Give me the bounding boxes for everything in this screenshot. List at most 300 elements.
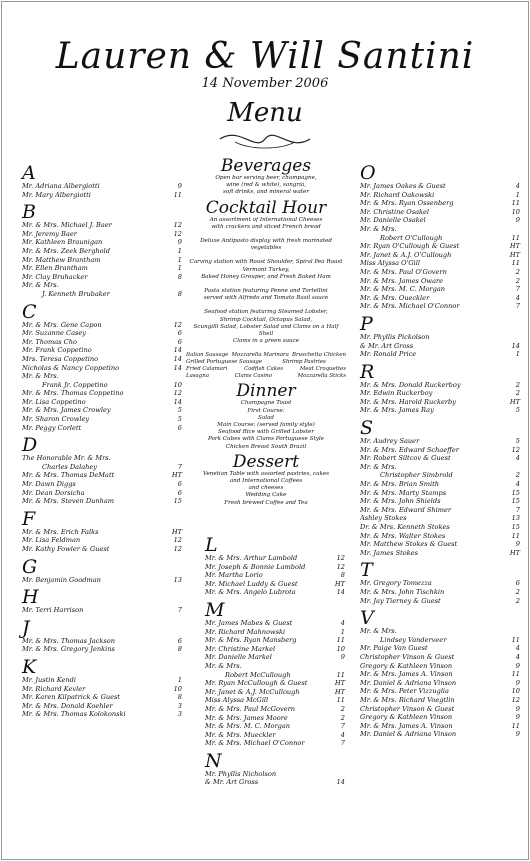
- guest-row: [360, 532, 520, 541]
- guest-row: [22, 221, 182, 230]
- guest-name: Mr. & Mrs. Thomas DeMatt: [22, 471, 115, 480]
- table-number: 4: [340, 730, 345, 739]
- guest-row: [22, 338, 182, 347]
- guest-row: [205, 679, 345, 688]
- guest-name: Mr. Danielle Osakel: [360, 216, 426, 225]
- guest-row: [360, 597, 520, 606]
- guest-row: [360, 713, 520, 722]
- section-letter: J: [22, 616, 30, 639]
- flourish-ornament: [215, 124, 315, 154]
- guest-name: Mr. James Mabes & Guest: [205, 618, 293, 627]
- menu-line: Chicken Breast South Brazil: [225, 443, 307, 450]
- guest-name: Mr. Lisa Coppetino: [22, 397, 86, 406]
- guest-name: Mr. Janet & A.J. O'Cullough: [360, 250, 452, 259]
- table-number: 11: [511, 721, 520, 730]
- guest-row: [22, 364, 182, 373]
- guest-name: Frank Jr. Coppetino: [42, 380, 108, 389]
- guest-row: [22, 415, 182, 424]
- guest-row: [22, 637, 182, 646]
- section-title: Beverages: [220, 156, 312, 176]
- guest-row: [360, 234, 520, 243]
- table-number: 4: [340, 618, 345, 627]
- guest-row: [22, 355, 182, 364]
- menu-line: Open bar serving beer, champagne,: [215, 175, 317, 181]
- table-number: 11: [336, 696, 345, 705]
- table-number: 11: [173, 190, 182, 199]
- guest-name: & Mr. Art Gross: [205, 778, 259, 787]
- table-number: 12: [173, 320, 182, 329]
- section-letter: D: [22, 434, 38, 457]
- guest-name: Mr. & Mrs. Harold Ruckerby: [360, 397, 456, 406]
- guest-row: [22, 182, 182, 191]
- guest-row: [360, 302, 520, 311]
- guest-row: [205, 688, 345, 697]
- guest-name: Mr. Martha Lorio: [205, 571, 263, 580]
- guest-name: Mr. Ryan McCullough & Guest: [205, 679, 308, 688]
- guest-name: Mr. & Mrs. Edward Shimer: [360, 505, 452, 514]
- table-number: 11: [511, 259, 520, 268]
- table-number: 9: [515, 216, 520, 225]
- guest-row: [360, 497, 520, 506]
- guest-name: Gregory & Kathleen Vinson: [360, 713, 453, 722]
- guest-row: [205, 696, 345, 705]
- section-letter: A: [22, 162, 36, 184]
- guest-name: Miss Alyssa O'Gill: [360, 259, 420, 268]
- table-number: HT: [171, 527, 182, 536]
- guest-row: [22, 398, 182, 407]
- table-number: 8: [340, 571, 345, 580]
- guest-name: Christopher Vinson & Guest: [360, 704, 455, 713]
- guest-name: Mr. & Mrs. Donald Koehler: [22, 701, 113, 710]
- spacer: [186, 252, 346, 259]
- guest-row: [205, 778, 345, 787]
- table-number: 11: [511, 635, 520, 644]
- section-letter: T: [360, 559, 373, 582]
- guest-name: Mr. & Mrs. Gregory Jenkins: [22, 645, 115, 654]
- table-number: HT: [509, 250, 520, 259]
- guest-row: [360, 398, 520, 407]
- table-number: 11: [336, 636, 345, 645]
- guest-row: [360, 549, 520, 558]
- guest-row: [205, 770, 345, 779]
- table-number: 4: [515, 644, 520, 653]
- guest-name: Mr. & Mrs. Marty Stamps: [360, 488, 447, 497]
- guest-row: [22, 471, 182, 480]
- table-number: 10: [336, 644, 345, 653]
- guest-row: [205, 588, 345, 597]
- guest-name: Mr. Joseph & Bonnie Lambold: [205, 562, 306, 571]
- table-number: 2: [515, 587, 520, 596]
- table-number: 2: [340, 713, 345, 722]
- table-number: 11: [511, 531, 520, 540]
- table-number: 14: [173, 354, 182, 363]
- guest-row: [205, 662, 345, 671]
- guest-name: Mr. Terri Harrison: [22, 606, 84, 615]
- table-number: [517, 627, 520, 636]
- guest-name: Mr. Gregory Tomezza: [360, 579, 432, 588]
- table-number: 12: [173, 545, 182, 553]
- table-number: 10: [173, 380, 182, 389]
- guest-name: Mr. Matthew Stokes & Guest: [360, 540, 458, 549]
- section-letter: R: [360, 360, 375, 383]
- guest-name: Mr. Richard Mahnowski: [205, 627, 286, 636]
- guest-name: Mr. & Mrs. Angelo Lubrota: [205, 588, 296, 597]
- guest-row: [360, 627, 520, 636]
- guest-name: Mr. & Mrs. John Tischkin: [360, 587, 445, 596]
- section-title: Cocktail Hour: [205, 197, 327, 218]
- section-letter: V: [360, 607, 374, 630]
- guest-name: Mr. & Mrs. Arthur Lambold: [205, 554, 298, 562]
- guest-name: Mr. Danielle Markel: [205, 653, 272, 662]
- guest-name: Mr. & Mrs. James Moore: [205, 713, 288, 722]
- table-number: 14: [336, 778, 345, 787]
- table-number: [342, 662, 345, 671]
- guest-name: Lindsey Vanderveer: [380, 635, 447, 644]
- guest-name: Mrs. Teresa Coppetino: [22, 354, 99, 363]
- menu-line: Pasta station featuring Penne and Tortellini: [204, 288, 328, 295]
- table-number: 1: [177, 255, 182, 264]
- guest-name: Mr. Ellen Brantham: [22, 264, 88, 273]
- guest-row: [360, 636, 520, 645]
- table-number: 12: [173, 221, 182, 230]
- guest-column-middle: [205, 532, 345, 787]
- guest-row: [22, 372, 182, 381]
- menu-line: Baked Honey Grouper, and Fresh Baked Ham: [201, 273, 331, 280]
- guest-row: [360, 342, 520, 351]
- guest-row: [22, 685, 182, 694]
- guest-row: [360, 277, 520, 286]
- guest-name: Mr. & Mrs. Edward Schaeffer: [360, 445, 459, 454]
- table-number: 5: [177, 406, 182, 415]
- guest-name: Mr. Richard Kevler: [22, 684, 86, 693]
- menu-heading: Menu: [227, 98, 303, 128]
- guest-name: Mr. & Mrs. Thomas Kolokonski: [22, 710, 126, 719]
- guest-name: Mr. Daniel & Adriana Vinson: [360, 730, 457, 739]
- guest-row: [22, 528, 182, 537]
- table-number: 12: [173, 229, 182, 238]
- guest-name: Mr. Robert Siltcov & Guest: [360, 454, 451, 463]
- guest-row: [360, 730, 520, 739]
- guest-row: [360, 588, 520, 597]
- guest-row: [22, 545, 182, 554]
- guest-name: Mr. & Mrs. Mueckler: [205, 730, 276, 739]
- table-number: [179, 454, 182, 463]
- menu-line: Salad: [258, 414, 274, 421]
- guest-name: Nicholas & Nancy Coppetino: [22, 363, 120, 372]
- guest-name: Mr. & Mrs. Paul McGovern: [205, 704, 296, 713]
- guest-name: Mr. & Mrs. Ryan Mansberg: [205, 636, 297, 645]
- table-number: 8: [177, 693, 182, 702]
- table-number: 1: [177, 246, 182, 255]
- guest-row: [360, 644, 520, 653]
- spacer: [186, 231, 346, 238]
- guest-row: [22, 238, 182, 247]
- guest-row: [22, 576, 182, 585]
- guest-row: [22, 702, 182, 711]
- guest-row: [22, 536, 182, 545]
- table-number: 15: [173, 497, 182, 506]
- table-number: 9: [515, 730, 520, 739]
- guest-name: Mr. & Mrs. Gene Capon: [22, 320, 102, 329]
- table-number: 14: [173, 346, 182, 355]
- table-number: 14: [173, 397, 182, 406]
- section-letter: K: [22, 655, 37, 678]
- appetizer: Fried Calamari: [186, 366, 228, 373]
- guest-name: Mr. & Mrs.: [22, 281, 59, 290]
- guest-name: Christopher Simbrold: [380, 471, 453, 480]
- appetizer: Clams Casino: [234, 373, 272, 380]
- section-title: Dessert: [232, 451, 300, 472]
- guest-row: [205, 714, 345, 723]
- guest-name: Mr. Phyllis Nicholson: [205, 769, 277, 778]
- section-letter: O: [360, 162, 376, 184]
- table-number: 7: [340, 722, 345, 731]
- guest-row: [360, 662, 520, 671]
- table-number: [179, 281, 182, 290]
- guest-row: [22, 191, 182, 200]
- table-number: HT: [171, 471, 182, 480]
- table-number: 12: [511, 445, 520, 454]
- section-letter: F: [22, 507, 36, 530]
- guest-name: Charles Dalahey: [42, 462, 97, 471]
- appetizer: Bruschetta Chicken: [291, 352, 346, 359]
- guest-name: Mr. Frank Coppetino: [22, 346, 92, 355]
- guest-name: Mr. Karen Kilpatrick & Guest: [22, 693, 121, 702]
- table-number: 2: [340, 704, 345, 713]
- guest-row: [22, 329, 182, 338]
- guest-row: [205, 571, 345, 580]
- table-number: 11: [336, 670, 345, 679]
- guest-row: [360, 506, 520, 515]
- table-number: 13: [173, 575, 182, 584]
- section-letter: L: [205, 534, 218, 556]
- guest-name: Mr. Benjamin Goodman: [22, 575, 101, 584]
- guest-row: [360, 446, 520, 455]
- guest-row: [22, 424, 182, 433]
- guest-name: Mr. & Mrs. Walter Stokes: [360, 531, 446, 540]
- table-number: 5: [177, 415, 182, 424]
- guest-name: Mr. & Mrs. Michael O'Connor: [360, 302, 460, 311]
- menu-line: served with Alfredo and Tomato Basil sauce: [203, 295, 329, 302]
- table-number: 3: [177, 710, 182, 719]
- table-number: 7: [177, 462, 182, 471]
- guest-name: Mr. Edwin Ruckerboy: [360, 389, 433, 398]
- guest-name: Mr. Matthew Brantham: [22, 255, 101, 264]
- table-number: 2: [515, 276, 520, 285]
- table-number: 10: [173, 684, 182, 693]
- table-number: 15: [511, 497, 520, 506]
- table-number: HT: [509, 242, 520, 251]
- guest-name: Mr. Audrey Sauer: [360, 437, 420, 446]
- menu-line: wine (red & white), sangria,: [226, 182, 306, 189]
- guest-name: Mr. & Mrs.: [22, 372, 59, 381]
- table-number: HT: [334, 579, 345, 588]
- guest-row: [360, 722, 520, 731]
- guest-name: Mr. & Mrs.: [360, 627, 397, 636]
- appetizer: Mozzarella Marinara: [231, 352, 289, 359]
- menu-column: [186, 155, 346, 507]
- guest-row: [360, 463, 520, 472]
- guest-row: [360, 514, 520, 523]
- guest-name: Mr. Christine Markel: [205, 644, 276, 653]
- appetizer-row: [186, 359, 346, 366]
- guest-name: Mr. Mary Albergiotti: [22, 190, 91, 199]
- guest-name: Robert McCullough: [225, 670, 291, 679]
- guest-name: Mr. Sharon Crowley: [22, 415, 90, 424]
- table-number: 9: [515, 704, 520, 713]
- guest-row: [22, 230, 182, 239]
- menu-line: and International Coffees: [229, 478, 303, 485]
- guest-name: Mr. Jeremy Baer: [22, 229, 77, 238]
- table-number: 1: [177, 675, 182, 684]
- guest-row: [360, 251, 520, 260]
- table-number: [517, 463, 520, 472]
- table-number: 7: [515, 302, 520, 311]
- guest-row: [205, 653, 345, 662]
- guest-name: Mr. Adriana Albergiotti: [22, 182, 100, 190]
- appetizer-row: [186, 373, 346, 380]
- guest-name: J. Kenneth Brubaker: [42, 289, 110, 298]
- guest-name: Robert O'Cullough: [380, 233, 443, 242]
- menu-line: Deluxe Antipasto display with fresh marinated vegetables: [200, 238, 332, 252]
- table-number: 9: [515, 540, 520, 549]
- guest-name: Mr. Christine Osakel: [360, 207, 430, 216]
- guest-name: Mr. & Mrs. James A. Vinson: [360, 721, 453, 730]
- guest-column-left: [22, 160, 182, 719]
- guest-row: [360, 480, 520, 489]
- table-number: 12: [336, 562, 345, 571]
- guest-name: Mr. & Mrs.: [205, 661, 242, 670]
- table-number: 12: [173, 536, 182, 545]
- guest-name: Mr. & Mrs. Thomas Coppetino: [22, 389, 124, 398]
- menu-line: Main Course: (served family style): [217, 422, 315, 429]
- table-number: 12: [173, 389, 182, 398]
- guest-name: Mr. & Mrs. Steven Dunham: [22, 497, 115, 506]
- guest-name: Mr. & Mrs. Paul O'Govern: [360, 267, 447, 276]
- guest-row: [360, 381, 520, 390]
- section-letter: G: [22, 555, 38, 578]
- menu-line: Fresh brewed Coffee and Tea: [224, 499, 308, 506]
- menu-line: Champagne Toast: [240, 400, 292, 407]
- table-number: 3: [177, 701, 182, 710]
- guest-name: Mr. Michael Luddy & Guest: [205, 579, 298, 588]
- table-number: 8: [177, 272, 182, 281]
- table-number: 4: [515, 652, 520, 661]
- guest-row: [205, 722, 345, 731]
- guest-name: Mr. & Mrs. James A. Vinson: [360, 670, 453, 679]
- menu-line: Seafood Rice with Grilled Lobster: [217, 429, 314, 436]
- guest-row: [360, 216, 520, 225]
- guest-row: [205, 671, 345, 680]
- table-number: 1: [177, 264, 182, 273]
- guest-name: Mr. Kathleen Braunigan: [22, 238, 103, 247]
- guest-row: [360, 579, 520, 588]
- section-letter: C: [22, 300, 37, 323]
- table-number: 2: [515, 389, 520, 398]
- guest-name: Dr. & Mrs. Kenneth Stokes: [360, 523, 450, 531]
- table-number: 10: [511, 687, 520, 696]
- guest-row: [22, 676, 182, 685]
- guest-row: [360, 653, 520, 662]
- guest-row: [205, 739, 345, 748]
- guest-row: [360, 199, 520, 208]
- guest-name: Mr. & Mrs. Michael J. Baer: [22, 221, 112, 230]
- appetizer: Italian Sausage: [186, 352, 229, 359]
- guest-name: Mr. & Mrs. M. C. Morgan: [360, 285, 446, 294]
- guest-row: [22, 489, 182, 498]
- table-number: [342, 770, 345, 779]
- menu-line: Venetian Table with assorted pastries, cakes: [202, 470, 330, 477]
- table-number: 5: [515, 437, 520, 446]
- guest-row: [22, 247, 182, 256]
- menu-line: Wedding Cake: [245, 492, 287, 499]
- guest-name: & Mr. Art Gross: [360, 341, 414, 350]
- guest-row: [22, 256, 182, 265]
- guest-name: Mr. Dean Dorsicha: [22, 488, 85, 497]
- guest-name: Mr. & Mrs. Richard Voegtlin: [360, 695, 455, 704]
- guest-name: Mr. & Mrs. Zeek Berghold: [22, 246, 110, 255]
- guest-row: [360, 437, 520, 446]
- menu-line: Carving station with Roast Shoulder, Spiral Pea Roast Vermont Turkey,: [189, 259, 343, 273]
- section-letter: S: [360, 417, 374, 440]
- guest-name: Mr. James Stokes: [360, 548, 418, 557]
- guest-name: Mr. & Mrs. John Shields: [360, 497, 441, 506]
- guest-name: Ashley Stokes: [360, 514, 407, 523]
- guest-row: [22, 497, 182, 506]
- table-number: 12: [336, 554, 345, 562]
- guest-name: Mr. Suzanne Casey: [22, 329, 87, 338]
- guest-row: [205, 563, 345, 572]
- guest-name: Mr. Phyllis Pickolson: [360, 332, 430, 341]
- guest-row: [22, 389, 182, 398]
- table-number: 11: [511, 670, 520, 679]
- appetizer: Grilled Portuguese Sausage: [186, 359, 263, 366]
- section-letter: M: [205, 598, 225, 621]
- table-number: 12: [511, 695, 520, 704]
- menu-line: First Course:: [247, 407, 285, 414]
- guest-column-right: [360, 160, 520, 739]
- table-number: 9: [177, 182, 182, 190]
- guest-row: [360, 259, 520, 268]
- guest-name: Christopher Vinson & Guest: [360, 652, 455, 661]
- guest-row: [22, 710, 182, 719]
- table-number: 8: [177, 645, 182, 654]
- section-letter: N: [205, 749, 222, 772]
- guest-name: Mr. & Mrs. Oueckler: [360, 293, 430, 302]
- table-number: HT: [334, 687, 345, 696]
- guest-row: [22, 463, 182, 472]
- table-number: 9: [340, 653, 345, 662]
- guest-row: [205, 636, 345, 645]
- table-number: 2: [515, 267, 520, 276]
- guest-row: [22, 693, 182, 702]
- guest-row: [360, 705, 520, 714]
- guest-name: Mr. & Mrs. M. C. Morgan: [205, 722, 291, 731]
- guest-name: Mr. Dawn Diggs: [22, 480, 76, 489]
- guest-name: Mr. Daniel & Adriana Vinson: [360, 678, 457, 687]
- table-number: 1: [515, 350, 520, 359]
- appetizer: Codfish Cakes: [244, 366, 284, 373]
- table-number: 6: [177, 488, 182, 497]
- guest-row: [22, 321, 182, 330]
- guest-name: The Honorable Mr. & Mrs.: [22, 454, 111, 463]
- table-number: 4: [515, 293, 520, 302]
- table-number: 1: [515, 190, 520, 199]
- guest-row: [360, 294, 520, 303]
- guest-name: Mr. Clay Bruhacker: [22, 272, 88, 281]
- table-number: 6: [177, 337, 182, 346]
- spacer: [186, 302, 346, 309]
